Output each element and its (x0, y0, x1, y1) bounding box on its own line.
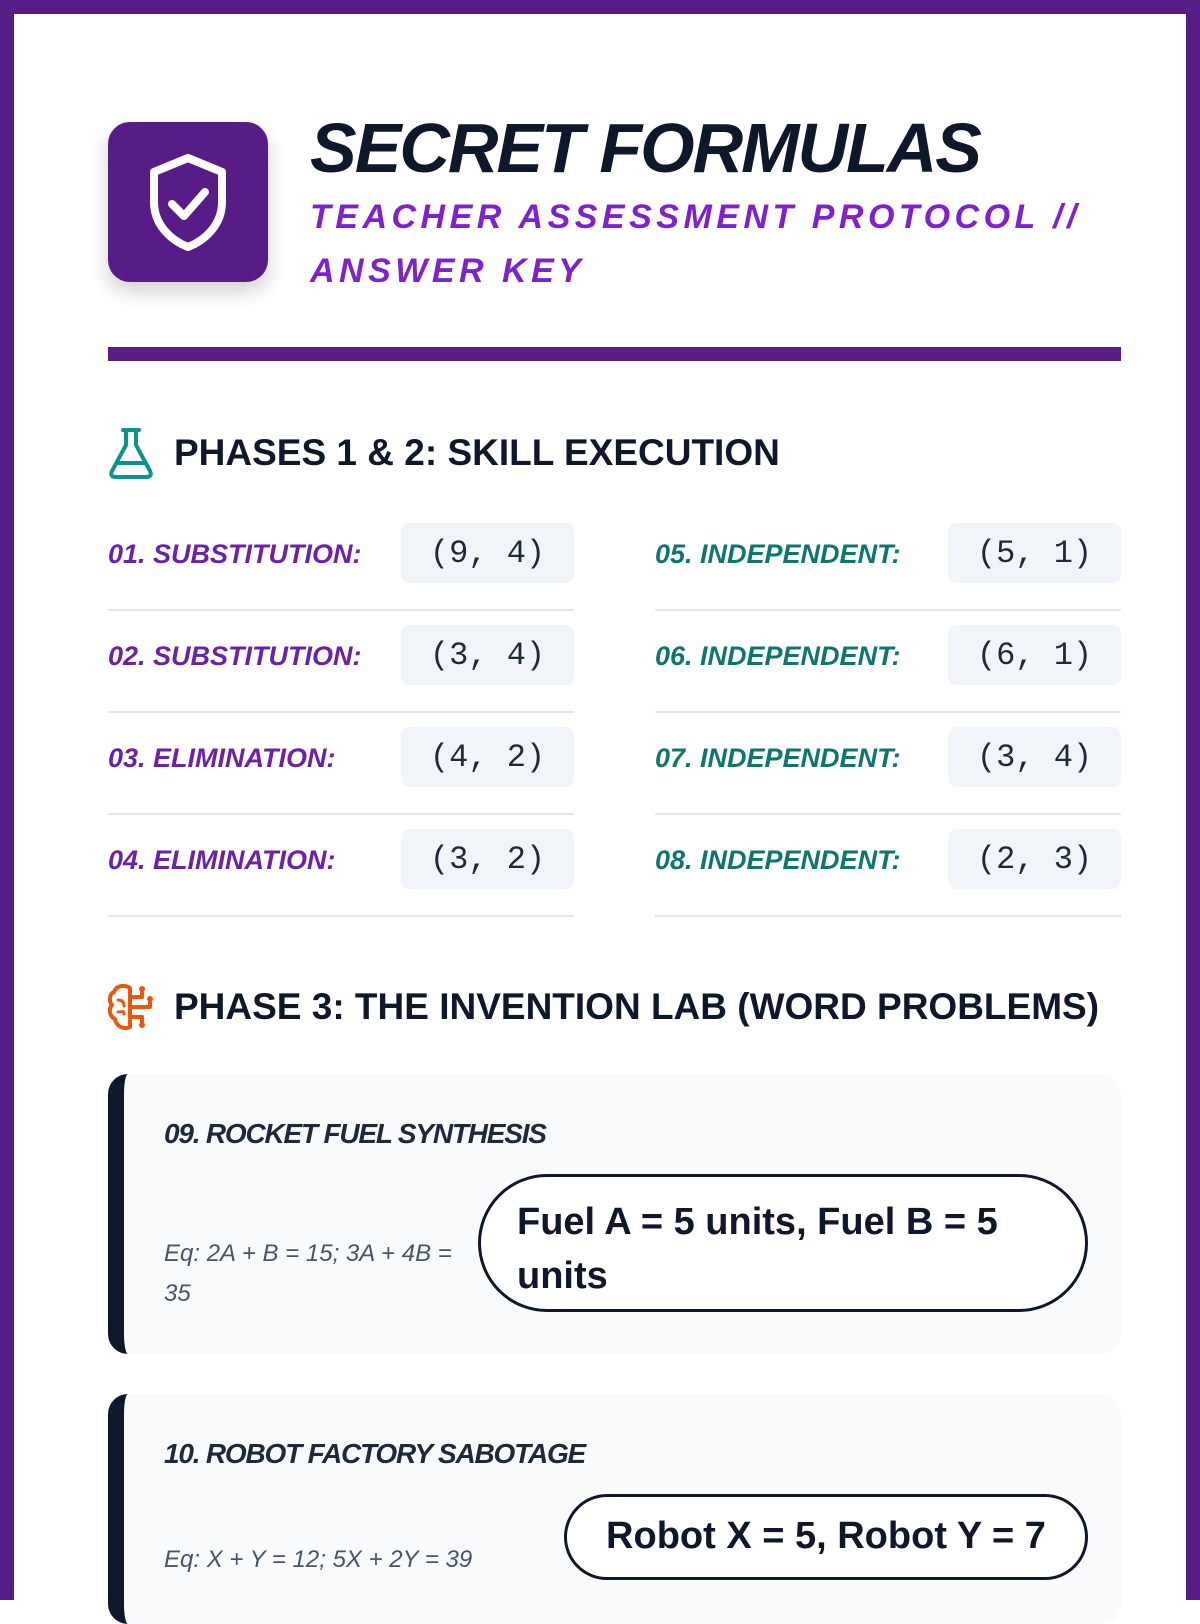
phase12-heading (108, 428, 780, 478)
answer-row (108, 611, 574, 713)
answer-label: 06. INDEPENDENT: (655, 641, 901, 671)
logo-badge (108, 122, 268, 282)
answer-label: 02. SUBSTITUTION: (108, 641, 362, 671)
header (108, 108, 1121, 298)
answer-label: 05. INDEPENDENT: (655, 539, 901, 569)
answers-column-left (108, 509, 574, 917)
problem-answer: Robot X = 5, Robot Y = 7 (564, 1494, 1088, 1580)
answer-label: 08. INDEPENDENT: (655, 845, 901, 875)
answer-label: 04. ELIMINATION: (108, 845, 336, 875)
word-problem-card (108, 1394, 1121, 1624)
shield-check-icon (146, 152, 230, 252)
word-problem-card (108, 1074, 1121, 1354)
header-divider (108, 347, 1121, 361)
answer-row (108, 509, 574, 611)
phase12-title: PHASES 1 & 2: SKILL EXECUTION (174, 432, 780, 473)
problem-answer: Fuel A = 5 units, Fuel B = 5 units (478, 1174, 1088, 1312)
page-title: SECRET FORMULAS (310, 109, 980, 187)
answer-label: 01. SUBSTITUTION: (108, 539, 362, 569)
answers-column-right (655, 509, 1121, 917)
answer-value: (3, 4) (401, 625, 574, 685)
problem-equation: Eq: 2A + B = 15; 3A + 4B = 35 (164, 1240, 452, 1307)
answer-value: (6, 1) (948, 625, 1121, 685)
answer-value: (2, 3) (948, 829, 1121, 889)
answer-row (108, 713, 574, 815)
answer-row (655, 713, 1121, 815)
phase3-heading (108, 982, 1099, 1032)
answer-value: (4, 2) (401, 727, 574, 787)
answer-value: (3, 2) (401, 829, 574, 889)
answer-row (655, 611, 1121, 713)
answer-row (655, 509, 1121, 611)
answer-label: 03. ELIMINATION: (108, 743, 336, 773)
answer-row (655, 815, 1121, 917)
problem-title: 09. ROCKET FUEL SYNTHESIS (164, 1118, 546, 1149)
answer-label: 07. INDEPENDENT: (655, 743, 901, 773)
answer-value: (3, 4) (948, 727, 1121, 787)
answer-value: (5, 1) (948, 523, 1121, 583)
page-subtitle: TEACHER ASSESSMENT PROTOCOL // ANSWER KEY (310, 198, 1082, 290)
answer-value: (9, 4) (401, 523, 574, 583)
answer-row (108, 815, 574, 917)
flask-icon (108, 427, 160, 479)
brain-icon (108, 981, 160, 1033)
problem-equation: Eq: X + Y = 12; 5X + 2Y = 39 (164, 1546, 473, 1573)
phase3-title: PHASE 3: THE INVENTION LAB (WORD PROBLEMS) (174, 986, 1100, 1027)
problem-title: 10. ROBOT FACTORY SABOTAGE (164, 1438, 586, 1469)
